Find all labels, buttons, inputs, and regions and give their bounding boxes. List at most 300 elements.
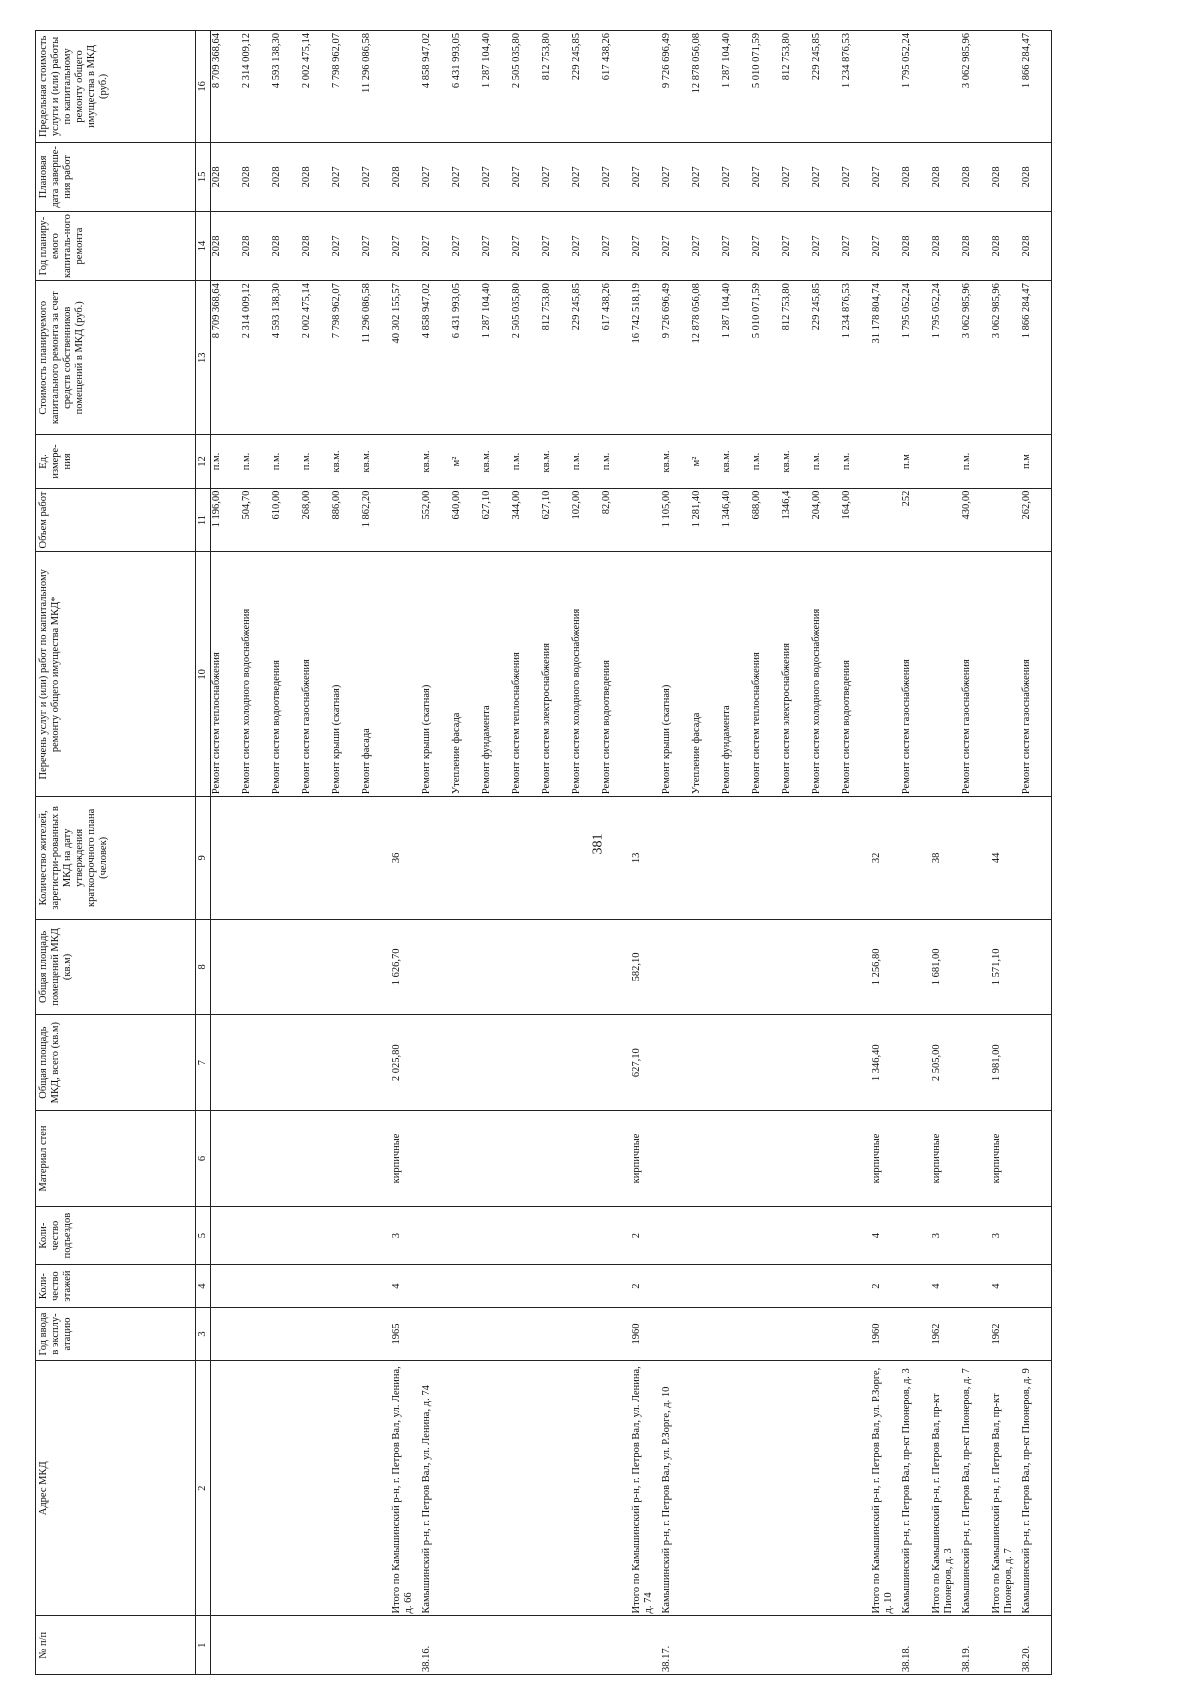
column-number-cell: 13: [196, 281, 211, 435]
header-cell-number: № п/п: [36, 1616, 196, 1675]
cell-floors: [211, 1265, 242, 1308]
cell-unit: [991, 435, 1021, 488]
cell-wall-material: [421, 1111, 451, 1207]
cell-row-number: [991, 1616, 1021, 1675]
table-row: [361, 31, 391, 1675]
cell-entrances: [1021, 1206, 1052, 1265]
header-cell-unit: Ед. измере-ния: [36, 435, 196, 488]
cell-cost: 1 287 104,40: [721, 281, 751, 435]
cell-residents: [451, 797, 481, 919]
cell-work-volume: 504,70: [241, 488, 271, 552]
cell-residents: 13: [631, 797, 661, 919]
cell-completion-date: 2027: [691, 142, 721, 211]
column-number-cell: 15: [196, 142, 211, 211]
cell-entrances: [721, 1206, 751, 1265]
cell-address: Итого по Камышинский р-н, г. Петров Вал, ул. Р.Зорге, д. 10: [871, 1361, 901, 1616]
cell-floors: [421, 1265, 451, 1308]
cell-premises-area: [331, 919, 361, 1015]
cell-total-area: 1 346,40: [871, 1015, 901, 1111]
cell-residents: [691, 797, 721, 919]
cell-residents: [601, 797, 631, 919]
cell-cost: 617 438,26: [601, 281, 631, 435]
cell-address: [511, 1361, 541, 1616]
cell-entrances: [781, 1206, 811, 1265]
cell-total-area: 627,10: [631, 1015, 661, 1111]
cell-premises-area: 1 256,80: [871, 919, 901, 1015]
cell-address: [271, 1361, 301, 1616]
cell-cost: 2 314 009,12: [241, 281, 271, 435]
cell-cost: 9 726 696,49: [661, 281, 691, 435]
cell-unit: п.м.: [241, 435, 271, 488]
cell-entrances: [901, 1206, 931, 1265]
cell-repair-year: 2028: [241, 211, 271, 280]
cell-work-type: Утепление фасада: [451, 552, 481, 797]
cell-total-area: [361, 1015, 391, 1111]
cell-total-area: [781, 1015, 811, 1111]
cell-wall-material: [481, 1111, 511, 1207]
cell-max-cost: 11 296 086,58: [361, 31, 391, 143]
cell-completion-date: 2028: [391, 142, 421, 211]
cell-unit: кв.м.: [361, 435, 391, 488]
cell-work-type: Ремонт систем теплоснабжения: [211, 552, 242, 797]
cell-premises-area: [751, 919, 781, 1015]
cell-address: [451, 1361, 481, 1616]
cell-entrances: [421, 1206, 451, 1265]
column-number-cell: 1: [196, 1616, 211, 1675]
cell-row-number: [601, 1616, 631, 1675]
cell-cost: 11 296 086,58: [361, 281, 391, 435]
column-number-cell: 3: [196, 1307, 211, 1360]
cell-completion-date: 2027: [571, 142, 601, 211]
cell-unit: м²: [691, 435, 721, 488]
cell-row-number: [691, 1616, 721, 1675]
table-row: [931, 31, 961, 1675]
cell-entrances: [601, 1206, 631, 1265]
cell-work-volume: 252: [901, 488, 931, 552]
cell-entrances: [361, 1206, 391, 1265]
cell-repair-year: 2027: [661, 211, 691, 280]
cell-address: Итого по Камышинский р-н, г. Петров Вал, пр-кт Пионеров, д. 3: [931, 1361, 961, 1616]
cell-unit: кв.м.: [421, 435, 451, 488]
cell-residents: [211, 797, 242, 919]
header-cell-max-cost: Предельная стоимость услуги и (или) работы по капитальному ремонту общего имущества в МКД (руб.): [36, 31, 196, 143]
cell-floors: [901, 1265, 931, 1308]
cell-row-number: 38.20.: [1021, 1616, 1052, 1675]
cell-address: [601, 1361, 631, 1616]
table-row: [781, 31, 811, 1675]
cell-repair-year: 2028: [271, 211, 301, 280]
column-number-cell: 2: [196, 1361, 211, 1616]
cell-floors: [331, 1265, 361, 1308]
cell-wall-material: [241, 1111, 271, 1207]
cell-max-cost: 2 002 475,14: [301, 31, 331, 143]
cell-residents: [481, 797, 511, 919]
cell-residents: [811, 797, 841, 919]
header-cell-year-commissioned: Год ввода в эксплу-атацию: [36, 1307, 196, 1360]
cell-year-commissioned: [721, 1307, 751, 1360]
cell-premises-area: [541, 919, 571, 1015]
cell-cost: 7 798 962,07: [331, 281, 361, 435]
cell-max-cost: 9 726 696,49: [661, 31, 691, 143]
column-number-row: [196, 31, 211, 1675]
cell-address: [841, 1361, 871, 1616]
cell-year-commissioned: [421, 1307, 451, 1360]
cell-floors: [271, 1265, 301, 1308]
cell-max-cost: 617 438,26: [601, 31, 631, 143]
cell-work-volume: 886,00: [331, 488, 361, 552]
table-row: [901, 31, 931, 1675]
cell-wall-material: [361, 1111, 391, 1207]
cell-cost: 6 431 993,05: [451, 281, 481, 435]
cell-row-number: 38.17.: [661, 1616, 691, 1675]
cell-work-type: Ремонт систем газоснабжения: [1021, 552, 1052, 797]
cell-row-number: [541, 1616, 571, 1675]
cell-floors: [841, 1265, 871, 1308]
cell-unit: кв.м.: [661, 435, 691, 488]
cell-residents: [571, 797, 601, 919]
cell-work-volume: 627,10: [481, 488, 511, 552]
cell-max-cost: 1 795 052,24: [901, 31, 931, 143]
cell-total-area: [721, 1015, 751, 1111]
cell-entrances: [451, 1206, 481, 1265]
table-body: [211, 31, 1052, 1675]
cell-entrances: 3: [931, 1206, 961, 1265]
cell-total-area: [511, 1015, 541, 1111]
cell-work-volume: 262,00: [1021, 488, 1052, 552]
cell-residents: [1021, 797, 1052, 919]
cell-premises-area: [451, 919, 481, 1015]
cell-work-volume: 610,00: [271, 488, 301, 552]
cell-row-number: [271, 1616, 301, 1675]
cell-premises-area: [691, 919, 721, 1015]
cell-floors: [781, 1265, 811, 1308]
cell-entrances: [331, 1206, 361, 1265]
column-number-cell: 16: [196, 31, 211, 143]
cell-unit: п.м.: [211, 435, 242, 488]
cell-max-cost: [931, 31, 961, 143]
header-cell-cost: Стоимость планируемого капитального ремонта за счет средств собственников помещений в МКД (руб.): [36, 281, 196, 435]
header-cell-completion-date: Плановая дата заверше-ния работ: [36, 142, 196, 211]
cell-work-type: Ремонт крыши (скатная): [331, 552, 361, 797]
cell-max-cost: 812 753,80: [781, 31, 811, 143]
cell-unit: кв.м.: [781, 435, 811, 488]
cell-address: [331, 1361, 361, 1616]
cell-work-type: Ремонт систем водоотведения: [601, 552, 631, 797]
cell-work-volume: 164,00: [841, 488, 871, 552]
cell-cost: 229 245,85: [811, 281, 841, 435]
cell-cost: 5 010 071,59: [751, 281, 781, 435]
cell-completion-date: 2027: [601, 142, 631, 211]
cell-row-number: [811, 1616, 841, 1675]
cell-entrances: 3: [391, 1206, 421, 1265]
cell-residents: [901, 797, 931, 919]
cell-year-commissioned: [751, 1307, 781, 1360]
cell-row-number: [631, 1616, 661, 1675]
cell-residents: [661, 797, 691, 919]
cell-work-volume: 1346,4: [781, 488, 811, 552]
cell-address: Камышинский р-н, г. Петров Вал, пр-кт Пионеров, д. 7: [961, 1361, 991, 1616]
cell-entrances: [841, 1206, 871, 1265]
cell-year-commissioned: [541, 1307, 571, 1360]
header-cell-residents: Количество жителей, зарегистри-рованных в МКД на дату утверждения краткосрочного плана (человек): [36, 797, 196, 919]
cell-residents: [331, 797, 361, 919]
table-row: [871, 31, 901, 1675]
cell-year-commissioned: [211, 1307, 242, 1360]
cell-floors: [451, 1265, 481, 1308]
cell-residents: 38: [931, 797, 961, 919]
cell-residents: [841, 797, 871, 919]
cell-completion-date: 2028: [931, 142, 961, 211]
cell-total-area: [601, 1015, 631, 1111]
cell-cost: 3 062 985,96: [991, 281, 1021, 435]
cell-unit: п.м.: [271, 435, 301, 488]
cell-row-number: [361, 1616, 391, 1675]
cell-repair-year: 2027: [541, 211, 571, 280]
table-row: [691, 31, 721, 1675]
cell-address: [571, 1361, 601, 1616]
cell-max-cost: 1 866 284,47: [1021, 31, 1052, 143]
cell-floors: 4: [391, 1265, 421, 1308]
cell-max-cost: 1 234 876,53: [841, 31, 871, 143]
cell-floors: [481, 1265, 511, 1308]
cell-address: Камышинский р-н, г. Петров Вал, ул. Ленина, д. 74: [421, 1361, 451, 1616]
cell-work-type: Ремонт систем теплоснабжения: [751, 552, 781, 797]
cell-address: Итого по Камышинский р-н, г. Петров Вал, пр-кт Пионеров, д. 7: [991, 1361, 1021, 1616]
cell-work-volume: 102,00: [571, 488, 601, 552]
cell-repair-year: 2027: [601, 211, 631, 280]
cell-max-cost: 2 314 009,12: [241, 31, 271, 143]
cell-wall-material: [211, 1111, 242, 1207]
table-row: [571, 31, 601, 1675]
cell-entrances: [751, 1206, 781, 1265]
cell-year-commissioned: [571, 1307, 601, 1360]
cell-unit: п.м.: [601, 435, 631, 488]
header-cell-volume: Объем работ: [36, 488, 196, 552]
cell-premises-area: [241, 919, 271, 1015]
cell-year-commissioned: [781, 1307, 811, 1360]
cell-premises-area: [811, 919, 841, 1015]
repair-plan-table: [35, 30, 1052, 1675]
cell-floors: 2: [631, 1265, 661, 1308]
cell-cost: 4 593 138,30: [271, 281, 301, 435]
cell-premises-area: [601, 919, 631, 1015]
cell-residents: [271, 797, 301, 919]
cell-work-volume: 688,00: [751, 488, 781, 552]
cell-premises-area: [901, 919, 931, 1015]
cell-completion-date: 2028: [991, 142, 1021, 211]
cell-work-volume: 627,10: [541, 488, 571, 552]
cell-work-volume: [391, 488, 421, 552]
cell-work-type: [991, 552, 1021, 797]
cell-row-number: [751, 1616, 781, 1675]
cell-unit: [631, 435, 661, 488]
cell-address: [721, 1361, 751, 1616]
cell-row-number: [721, 1616, 751, 1675]
cell-year-commissioned: [331, 1307, 361, 1360]
cell-cost: 40 302 155,57: [391, 281, 421, 435]
cell-work-volume: [931, 488, 961, 552]
cell-total-area: [661, 1015, 691, 1111]
cell-repair-year: 2027: [781, 211, 811, 280]
cell-work-volume: 204,00: [811, 488, 841, 552]
cell-work-type: [931, 552, 961, 797]
cell-row-number: [451, 1616, 481, 1675]
column-number-cell: 5: [196, 1206, 211, 1265]
cell-cost: 16 742 518,19: [631, 281, 661, 435]
header-cell-entrances: Коли-чество подъездов: [36, 1206, 196, 1265]
cell-row-number: [841, 1616, 871, 1675]
cell-max-cost: 3 062 985,96: [961, 31, 991, 143]
cell-work-type: Ремонт фасада: [361, 552, 391, 797]
cell-year-commissioned: [241, 1307, 271, 1360]
table-row: [481, 31, 511, 1675]
cell-wall-material: [901, 1111, 931, 1207]
cell-repair-year: 2027: [331, 211, 361, 280]
cell-work-type: Ремонт крыши (скатная): [661, 552, 691, 797]
cell-max-cost: 4 858 947,02: [421, 31, 451, 143]
table-row: [301, 31, 331, 1675]
cell-premises-area: [1021, 919, 1052, 1015]
cell-year-commissioned: 1960: [871, 1307, 901, 1360]
cell-floors: [511, 1265, 541, 1308]
cell-total-area: [301, 1015, 331, 1111]
cell-completion-date: 2027: [781, 142, 811, 211]
cell-premises-area: [481, 919, 511, 1015]
cell-total-area: [571, 1015, 601, 1111]
cell-work-volume: 344,00: [511, 488, 541, 552]
cell-repair-year: 2027: [511, 211, 541, 280]
cell-premises-area: [421, 919, 451, 1015]
cell-entrances: [571, 1206, 601, 1265]
cell-max-cost: [391, 31, 421, 143]
rotated-table-container: [35, 30, 1200, 1675]
cell-entrances: 4: [871, 1206, 901, 1265]
cell-entrances: [241, 1206, 271, 1265]
cell-row-number: 38.16.: [421, 1616, 451, 1675]
table-row: [511, 31, 541, 1675]
cell-wall-material: [661, 1111, 691, 1207]
cell-completion-date: 2027: [331, 142, 361, 211]
cell-total-area: [901, 1015, 931, 1111]
cell-cost: 1 287 104,40: [481, 281, 511, 435]
cell-total-area: [811, 1015, 841, 1111]
cell-max-cost: [991, 31, 1021, 143]
cell-repair-year: 2027: [691, 211, 721, 280]
cell-work-type: Ремонт систем газоснабжения: [301, 552, 331, 797]
cell-completion-date: 2028: [211, 142, 242, 211]
column-number-cell: 4: [196, 1265, 211, 1308]
cell-work-type: [391, 552, 421, 797]
cell-completion-date: 2027: [751, 142, 781, 211]
column-number-cell: 10: [196, 552, 211, 797]
cell-wall-material: кирпичные: [931, 1111, 961, 1207]
table-row: [631, 31, 661, 1675]
cell-floors: [241, 1265, 271, 1308]
table-row: [811, 31, 841, 1675]
cell-year-commissioned: 1960: [631, 1307, 661, 1360]
cell-cost: 1 795 052,24: [901, 281, 931, 435]
cell-floors: [751, 1265, 781, 1308]
table-row: [211, 31, 242, 1675]
cell-floors: [361, 1265, 391, 1308]
cell-entrances: [271, 1206, 301, 1265]
cell-repair-year: 2027: [451, 211, 481, 280]
cell-max-cost: 2 505 035,80: [511, 31, 541, 143]
cell-completion-date: 2027: [541, 142, 571, 211]
cell-row-number: [511, 1616, 541, 1675]
cell-year-commissioned: [481, 1307, 511, 1360]
cell-work-type: Ремонт фундамента: [721, 552, 751, 797]
cell-wall-material: [1021, 1111, 1052, 1207]
cell-residents: 36: [391, 797, 421, 919]
table-row: [601, 31, 631, 1675]
cell-work-type: [871, 552, 901, 797]
cell-total-area: [691, 1015, 721, 1111]
cell-max-cost: [871, 31, 901, 143]
cell-total-area: [421, 1015, 451, 1111]
cell-work-volume: 430,00: [961, 488, 991, 552]
cell-unit: п.м.: [571, 435, 601, 488]
table-row: [1021, 31, 1052, 1675]
column-number-cell: 8: [196, 919, 211, 1015]
cell-entrances: [301, 1206, 331, 1265]
cell-entrances: [541, 1206, 571, 1265]
cell-total-area: [241, 1015, 271, 1111]
cell-work-type: Ремонт систем холодного водоснабжения: [571, 552, 601, 797]
cell-floors: [721, 1265, 751, 1308]
cell-completion-date: 2027: [421, 142, 451, 211]
cell-premises-area: [571, 919, 601, 1015]
cell-address: [361, 1361, 391, 1616]
cell-cost: 2 002 475,14: [301, 281, 331, 435]
cell-work-volume: 82,00: [601, 488, 631, 552]
cell-year-commissioned: 1962: [991, 1307, 1021, 1360]
header-cell-premises-area: Общая площадь помещений МКД (кв.м): [36, 919, 196, 1015]
cell-entrances: [811, 1206, 841, 1265]
table-row: [991, 31, 1021, 1675]
cell-floors: [811, 1265, 841, 1308]
cell-unit: п.м.: [961, 435, 991, 488]
cell-work-type: Ремонт систем электроснабжения: [541, 552, 571, 797]
cell-floors: [1021, 1265, 1052, 1308]
cell-row-number: [301, 1616, 331, 1675]
cell-floors: [571, 1265, 601, 1308]
cell-unit: кв.м.: [331, 435, 361, 488]
cell-wall-material: [601, 1111, 631, 1207]
cell-address: [811, 1361, 841, 1616]
cell-address: [751, 1361, 781, 1616]
cell-year-commissioned: [271, 1307, 301, 1360]
cell-entrances: [691, 1206, 721, 1265]
cell-premises-area: [781, 919, 811, 1015]
cell-cost: 31 178 804,74: [871, 281, 901, 435]
cell-address: Камышинский р-н, г. Петров Вал, пр-кт Пионеров, д. 9: [1021, 1361, 1052, 1616]
cell-completion-date: 2027: [811, 142, 841, 211]
cell-wall-material: [451, 1111, 481, 1207]
cell-completion-date: 2028: [1021, 142, 1052, 211]
cell-premises-area: [961, 919, 991, 1015]
cell-repair-year: 2028: [301, 211, 331, 280]
cell-completion-date: 2028: [961, 142, 991, 211]
cell-total-area: [751, 1015, 781, 1111]
cell-address: [781, 1361, 811, 1616]
cell-address: [481, 1361, 511, 1616]
column-number-cell: 6: [196, 1111, 211, 1207]
cell-cost: 8 709 368,64: [211, 281, 242, 435]
cell-work-type: Утепление фасада: [691, 552, 721, 797]
cell-residents: [421, 797, 451, 919]
column-number-cell: 12: [196, 435, 211, 488]
